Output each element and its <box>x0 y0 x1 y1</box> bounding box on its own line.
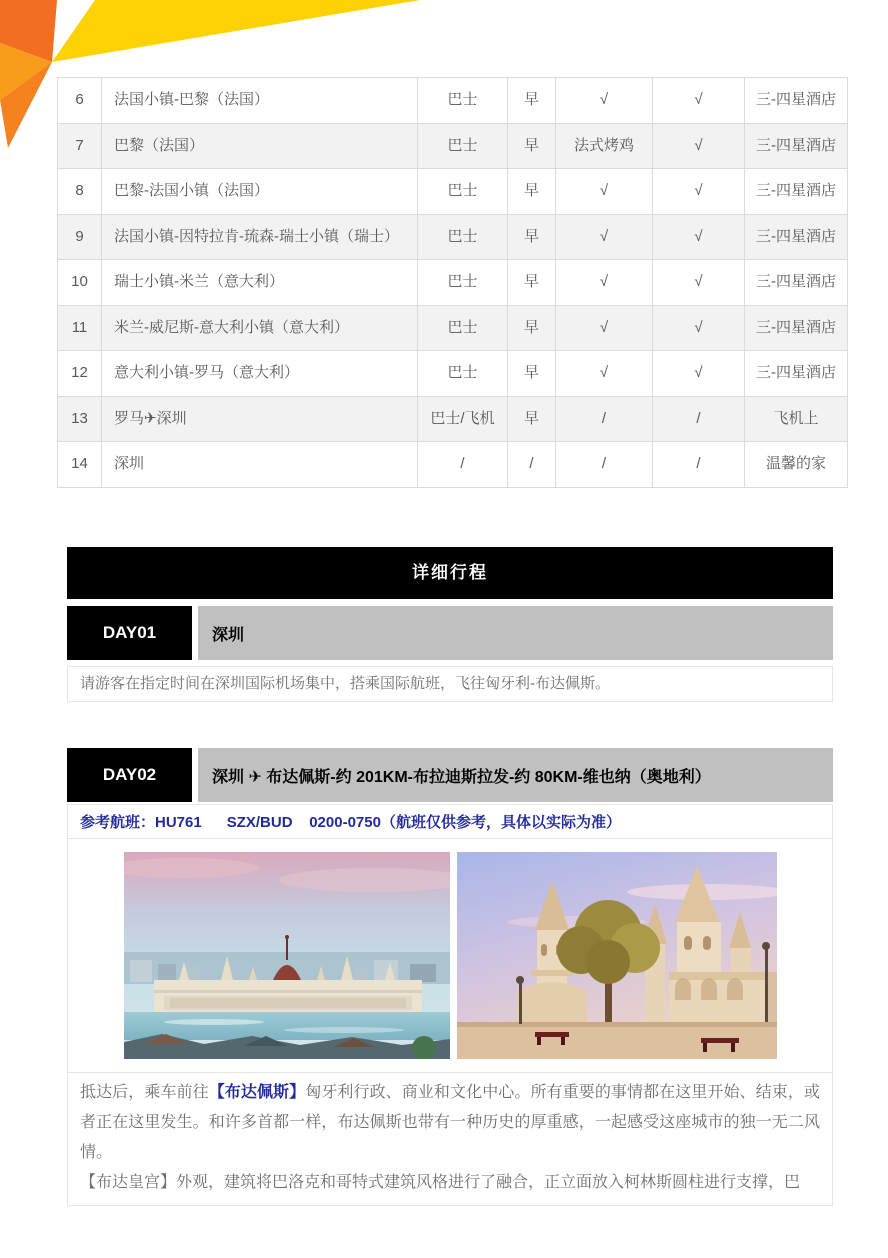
route-cell: 米兰-威尼斯-意大利小镇（意大利） <box>102 305 418 351</box>
table-row <box>58 78 848 124</box>
table-row <box>58 305 848 351</box>
day01-header-row <box>67 606 833 660</box>
hotel-cell: 三-四星酒店 <box>745 214 848 260</box>
hotel-cell: 三-四星酒店 <box>745 260 848 306</box>
dinner-cell: √ <box>653 305 745 351</box>
day01-label: DAY01 <box>67 606 192 660</box>
day-number-cell: 12 <box>58 351 102 397</box>
itinerary-summary-table <box>57 77 847 488</box>
day02-title: 深圳 ✈ 布达佩斯-约 201KM-布拉迪斯拉发-约 80KM-维也纳（奥地利） <box>198 748 833 802</box>
breakfast-cell: 早 <box>508 169 556 215</box>
breakfast-cell: 早 <box>508 396 556 442</box>
day-number-cell: 9 <box>58 214 102 260</box>
lunch-cell: √ <box>556 305 653 351</box>
route-cell: 罗马✈深圳 <box>102 396 418 442</box>
route-cell: 巴黎-法国小镇（法国） <box>102 169 418 215</box>
hotel-cell: 三-四星酒店 <box>745 123 848 169</box>
dinner-cell: / <box>653 442 745 488</box>
transport-cell: / <box>418 442 508 488</box>
transport-cell: 巴士 <box>418 123 508 169</box>
hotel-cell: 温馨的家 <box>745 442 848 488</box>
route-cell: 深圳 <box>102 442 418 488</box>
day02-label: DAY02 <box>67 748 192 802</box>
budapest-highlight: 【布达佩斯】 <box>208 1084 306 1101</box>
dinner-cell: √ <box>653 169 745 215</box>
day02-paragraph-2: 【布达皇宫】外观，建筑将巴洛克和哥特式建筑风格进行了融合，正立面放入柯林斯圆柱进行支撑，巴 <box>80 1174 801 1191</box>
breakfast-cell: 早 <box>508 78 556 124</box>
breakfast-cell: 早 <box>508 351 556 397</box>
hotel-cell: 三-四星酒店 <box>745 169 848 215</box>
photo-budapest-parliament <box>124 852 450 1059</box>
day02-description <box>67 1072 833 1206</box>
lunch-cell: √ <box>556 214 653 260</box>
hotel-cell: 飞机上 <box>745 396 848 442</box>
day-number-cell: 7 <box>58 123 102 169</box>
breakfast-cell: / <box>508 442 556 488</box>
table-row <box>58 442 848 488</box>
section-banner: 详细行程 <box>67 547 833 599</box>
transport-cell: 巴士 <box>418 78 508 124</box>
route-cell: 法国小镇-巴黎（法国） <box>102 78 418 124</box>
table-row <box>58 123 848 169</box>
route-cell: 法国小镇-因特拉肯-琉森-瑞士小镇（瑞士） <box>102 214 418 260</box>
lunch-cell: √ <box>556 351 653 397</box>
breakfast-cell: 早 <box>508 214 556 260</box>
table-row <box>58 396 848 442</box>
day-number-cell: 11 <box>58 305 102 351</box>
hotel-cell: 三-四星酒店 <box>745 305 848 351</box>
day-number-cell: 14 <box>58 442 102 488</box>
route-cell: 瑞士小镇-米兰（意大利） <box>102 260 418 306</box>
lunch-cell: √ <box>556 169 653 215</box>
transport-cell: 巴士 <box>418 351 508 397</box>
day-number-cell: 13 <box>58 396 102 442</box>
photo-fishermans-bastion <box>457 852 777 1059</box>
day02-photos <box>67 838 833 1073</box>
transport-cell: 巴士 <box>418 260 508 306</box>
day01-description: 请游客在指定时间在深圳国际机场集中，搭乘国际航班，飞往匈牙利-布达佩斯。 <box>67 666 833 702</box>
paragraph-text: 匈牙利行政、商业和文化中心。所有重要的事情都在这里开始、结束，或者正在这里发生。和许多首都一样，布达佩斯也带有一种历史的厚重感，一起感受这座城市的独一无二风情。 <box>80 1084 820 1161</box>
transport-cell: 巴士 <box>418 305 508 351</box>
day02-paragraph-1 <box>80 1078 820 1168</box>
day-number-cell: 8 <box>58 169 102 215</box>
breakfast-cell: 早 <box>508 123 556 169</box>
lunch-cell: 法式烤鸡 <box>556 123 653 169</box>
day-number-cell: 10 <box>58 260 102 306</box>
lunch-cell: √ <box>556 78 653 124</box>
hotel-cell: 三-四星酒店 <box>745 351 848 397</box>
route-cell: 意大利小镇-罗马（意大利） <box>102 351 418 397</box>
detailed-itinerary-section <box>67 547 833 1206</box>
table-row <box>58 260 848 306</box>
route-cell: 巴黎（法国） <box>102 123 418 169</box>
day-number-cell: 6 <box>58 78 102 124</box>
table-row <box>58 214 848 260</box>
dinner-cell: / <box>653 396 745 442</box>
flight-reference-info: 参考航班：HU761 SZX/BUD 0200-0750（航班仅供参考，具体以实际为准） <box>67 804 833 839</box>
paragraph-text: 抵达后，乘车前往 <box>80 1084 209 1101</box>
dinner-cell: √ <box>653 214 745 260</box>
transport-cell: 巴士 <box>418 214 508 260</box>
breakfast-cell: 早 <box>508 305 556 351</box>
transport-cell: 巴士/飞机 <box>418 396 508 442</box>
hotel-cell: 三-四星酒店 <box>745 78 848 124</box>
table-row <box>58 169 848 215</box>
transport-cell: 巴士 <box>418 169 508 215</box>
table-row <box>58 351 848 397</box>
lunch-cell: √ <box>556 260 653 306</box>
dinner-cell: √ <box>653 351 745 397</box>
lunch-cell: / <box>556 396 653 442</box>
breakfast-cell: 早 <box>508 260 556 306</box>
itinerary-rows <box>58 78 848 488</box>
lunch-cell: / <box>556 442 653 488</box>
day01-title: 深圳 <box>198 606 833 660</box>
dinner-cell: √ <box>653 123 745 169</box>
day02-header-row <box>67 748 833 802</box>
dinner-cell: √ <box>653 78 745 124</box>
dinner-cell: √ <box>653 260 745 306</box>
